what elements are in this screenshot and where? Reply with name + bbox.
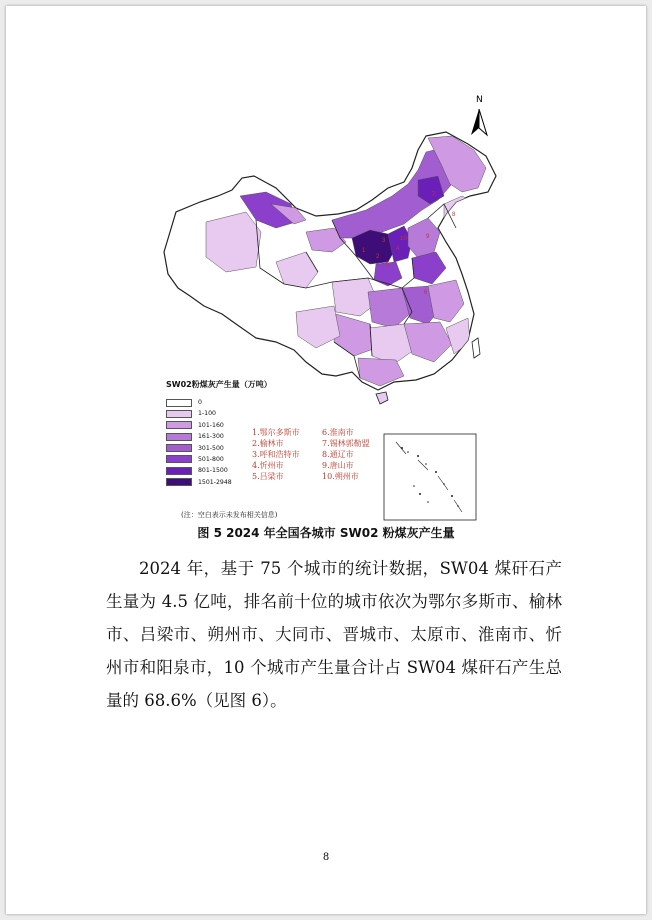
- rank-item: 7.锡林郭勒盟: [322, 439, 370, 448]
- document-page: [6, 6, 646, 914]
- legend-label: 1-100: [198, 410, 216, 418]
- rank-item: 6.淮南市: [322, 428, 354, 437]
- rank-item: 4.忻州市: [252, 461, 284, 470]
- north-arrow: [468, 95, 494, 143]
- svg-text:6: 6: [424, 290, 428, 296]
- rank-item: 1.鄂尔多斯市: [252, 428, 300, 437]
- legend-label: 501-800: [198, 455, 224, 463]
- legend-swatch: [166, 444, 192, 452]
- map-note: (注：空白表示未发布相关信息): [181, 511, 278, 519]
- rank-item: 8.通辽市: [322, 450, 354, 459]
- svg-text:5: 5: [386, 262, 390, 268]
- legend-item: [166, 397, 356, 408]
- legend-swatch: [166, 421, 192, 429]
- figure-caption: 图 5 2024 年全国各城市 SW02 粉煤灰产生量: [197, 526, 455, 540]
- legend-swatch: [166, 410, 192, 418]
- legend-swatch: [166, 455, 192, 463]
- taiwan-island: [472, 338, 480, 358]
- svg-text:3: 3: [382, 238, 386, 244]
- top-ten-city-list: [252, 428, 432, 483]
- legend-label: 0: [198, 399, 202, 406]
- svg-text:4: 4: [396, 246, 400, 252]
- legend-label: 801-1500: [198, 467, 228, 475]
- svg-text:10: 10: [400, 236, 407, 242]
- svg-text:2: 2: [376, 254, 380, 260]
- north-label: N: [476, 95, 483, 105]
- page-number: 8: [322, 852, 330, 863]
- svg-text:8: 8: [452, 212, 456, 218]
- svg-text:1: 1: [362, 248, 366, 254]
- legend-title: SW02粉煤灰产生量（万吨）: [166, 380, 272, 389]
- hainan-island: [376, 392, 388, 404]
- north-arrow-icon: [468, 95, 494, 143]
- china-map-figure: [156, 92, 516, 522]
- legend-item: [166, 408, 356, 419]
- legend-swatch: [166, 467, 192, 475]
- rank-item: 10.朔州市: [322, 472, 359, 481]
- rank-item: 2.榆林市: [252, 439, 284, 448]
- legend-swatch: [166, 478, 192, 486]
- rank-item: 9.唐山市: [322, 461, 354, 470]
- legend-label: 161-300: [198, 433, 224, 441]
- legend-swatch: [166, 399, 192, 407]
- legend-swatch: [166, 433, 192, 441]
- legend-label: 1501-2948: [198, 478, 232, 486]
- rank-item: 5.吕梁市: [252, 472, 284, 481]
- body-paragraph: 2024 年，基于 75 个城市的统计数据，SW04 煤矸石产生量为 4.5 亿吨，排名前十位的城市依次为鄂尔多斯市、榆林市、吕梁市、朔州市、大同市、晋城市、太原市、淮南市、忻州市和阳泉市，10 个城市产生量合计占 SW04 煤矸石产生总量的 68.6%（见图 6）。: [106, 559, 562, 710]
- rank-item: 3.呼和浩特市: [252, 450, 300, 459]
- legend-label: 301-500: [198, 444, 224, 452]
- svg-text:9: 9: [426, 234, 430, 240]
- svg-text:7: 7: [432, 192, 436, 198]
- legend-label: 101-160: [198, 421, 224, 429]
